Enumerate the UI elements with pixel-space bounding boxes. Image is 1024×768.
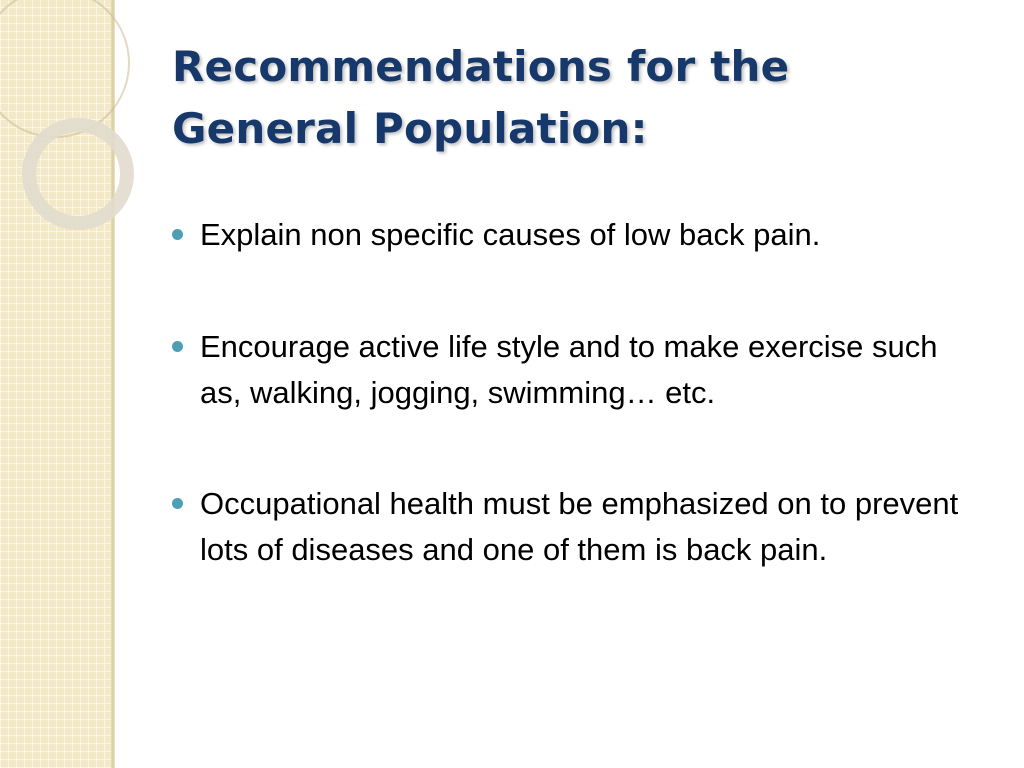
decorative-ring <box>22 118 134 230</box>
bullet-list <box>172 212 982 639</box>
bullet-item <box>172 324 982 416</box>
bullet-dot-icon <box>172 341 183 352</box>
bullet-text: Explain non specific causes of low back pain. <box>200 217 821 252</box>
bullet-item <box>172 481 982 573</box>
bullet-text: Encourage active life style and to make exercise such as, walking, jogging, swimming… etc. <box>200 329 938 410</box>
bullet-item <box>172 212 982 258</box>
slide-title-line-2: General Population: <box>172 104 648 153</box>
bullet-dot-icon <box>172 498 183 509</box>
bullet-text: Occupational health must be emphasized on to prevent lots of diseases and one of them is back pain. <box>200 486 959 567</box>
decorative-strip-edge <box>111 0 115 768</box>
bullet-dot-icon <box>172 229 183 240</box>
slide-title <box>172 36 992 160</box>
slide-title-line-1: Recommendations for the <box>172 42 790 91</box>
